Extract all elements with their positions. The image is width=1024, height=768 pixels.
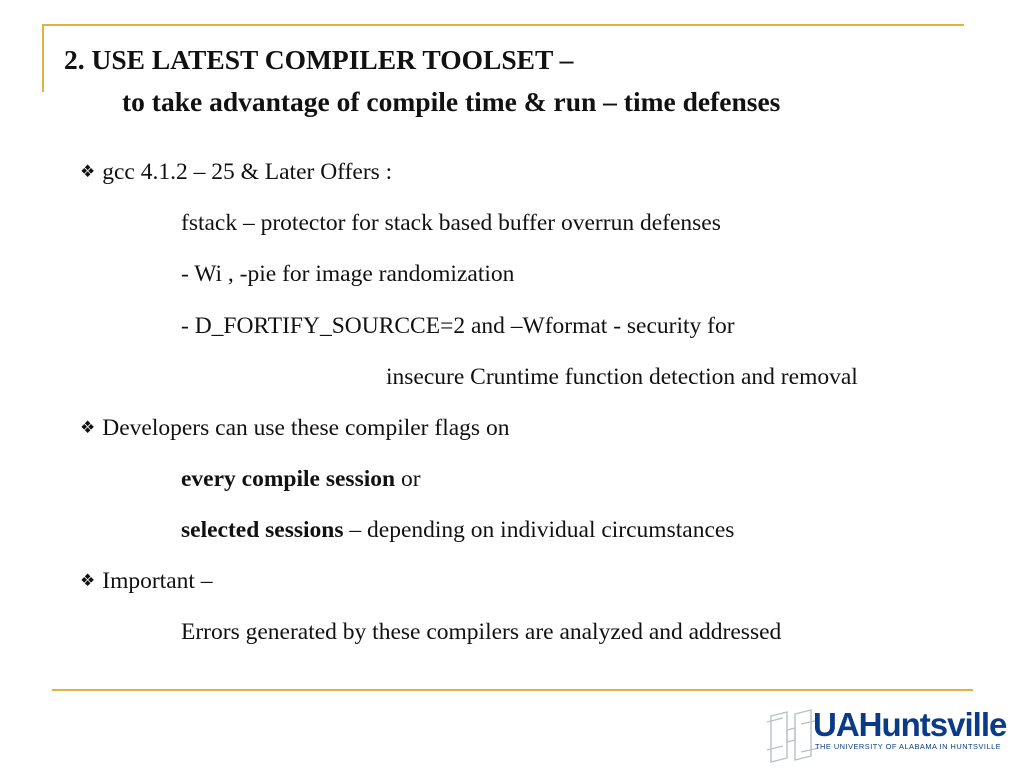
slide-title: 2. USE LATEST COMPILER TOOLSET – <box>64 44 574 75</box>
left-rule <box>42 24 44 92</box>
bullet-item <box>80 414 509 442</box>
diamond-bullet-icon: ❖ <box>80 571 96 590</box>
sub-line: Errors generated by these compilers are analyzed and addressed <box>181 619 782 645</box>
emphasis-text: selected sessions <box>181 517 344 543</box>
bottom-rule <box>52 689 973 691</box>
sub-line: - Wi , -pie for image randomization <box>181 261 515 287</box>
bullet-text: Developers can use these compiler flags on <box>102 415 510 441</box>
bullet-item <box>80 158 392 186</box>
diamond-bullet-icon: ❖ <box>80 418 96 437</box>
bullet-item <box>80 567 213 595</box>
sub-line <box>181 516 734 544</box>
plain-text: – depending on individual circumstances <box>343 517 735 543</box>
sub-line: - D_FORTIFY_SOURCCE=2 and –Wformat - security for <box>181 313 735 339</box>
bullet-text: gcc 4.1.2 – 25 & Later Offers : <box>102 159 393 185</box>
sub-line <box>181 465 421 493</box>
diamond-bullet-icon: ❖ <box>80 162 96 181</box>
sub-line-continuation: insecure Cruntime function detection and removal <box>386 364 858 390</box>
logo-wordmark: UAHuntsville <box>813 706 1007 743</box>
uah-logo <box>765 706 1015 766</box>
slide-subtitle: to take advantage of compile time & run – time defenses <box>122 86 781 117</box>
sub-line: fstack – protector for stack based buffer overrun defenses <box>181 210 721 236</box>
logo-tagline: THE UNIVERSITY OF ALABAMA IN HUNTSVILLE <box>815 742 1002 751</box>
plain-text: or <box>395 466 421 492</box>
emphasis-text: every compile session <box>181 466 396 492</box>
bullet-text: Important – <box>102 568 213 594</box>
top-rule <box>42 24 964 26</box>
